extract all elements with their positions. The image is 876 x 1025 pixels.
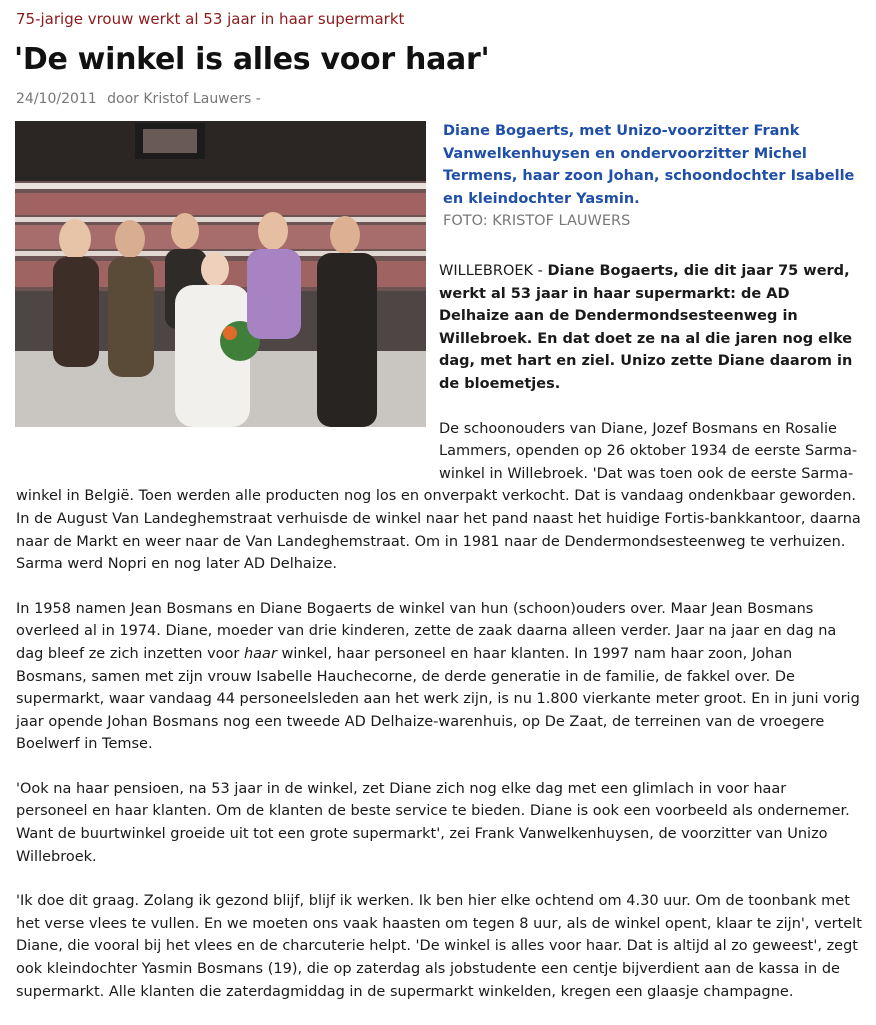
lede-place: WILLEBROEK - (439, 263, 543, 279)
article-paragraph-2 (16, 598, 862, 756)
paragraph-2-part-a: In 1958 namen Jean Bosmans en Diane Bogaerts de winkel van hun (schoon)ouders over. Maar Jean Bosmans overleed al in 1974. Diane, moeder van drie kinderen, zette de zaak daarna alleen verder. Jaar na jaar en dag na dag bleef ze zich inzetten voor (16, 600, 837, 662)
article-paragraph-1: De schoonouders van Diane, Jozef Bosmans en Rosalie Lammers, openden op 26 oktober 1934 de eerste Sarma-winkel in Willebroek. 'Dat was toen ook de eerste Sarma-winkel in België. Toen werden alle producten nog los en onverpakt verkocht. Dat is vandaag ondenkbaar geworden. In de August Van Landeghemstraat verhuisde de winkel naar het pand naast het huidige Fortis-bankkantoor, daarna naar de Markt en weer naar de Van Landeghemstraat. Om in 1981 naar de Dendermondsesteenweg te verhuizen. Sarma werd Nopri en nog later AD Delhaize. (16, 420, 861, 573)
lede-text: Diane Bogaerts, die dit jaar 75 werd, werkt al 53 jaar in haar supermarkt: de AD Delhaize aan de Dendermondsesteenweg in Willebroek. En dat doet ze na al die jaren nog elke dag, met hart en ziel. Unizo zette Diane daarom in de bloemetjes. (439, 263, 853, 392)
publish-date: 24/10/2011 (16, 91, 97, 107)
article-body (16, 260, 862, 1025)
article-kicker: 75-jarige vrouw werkt al 53 jaar in haar supermarkt (16, 10, 405, 28)
article-paragraph-3: 'Ook na haar pensioen, na 53 jaar in de winkel, zet Diane zich nog elke dag met een glimlach in voor haar personeel en haar klanten. Om de klanten de beste service te bieden. Diane is ook een voorbeeld als ondernemer. Want de buurtwinkel groeide uit tot een grote supermarkt', zei Frank Vanwelkenhuysen, de voorzitter van Unizo Willebroek. (16, 780, 850, 865)
article-headline: 'De winkel is alles voor haar' (14, 42, 490, 77)
paragraph-2-emphasis: haar (243, 645, 277, 662)
author: door Kristof Lauwers - (107, 91, 261, 107)
caption-text: Diane Bogaerts, met Unizo-voorzitter Frank Vanwelkenhuysen en ondervoorzitter Michel Termens, haar zoon Johan, schoondochter Isabelle en kleindochter Yasmin. (443, 123, 855, 207)
photo-credit: FOTO: KRISTOF LAUWERS (443, 213, 631, 229)
photo-caption (443, 120, 863, 233)
article-paragraph-4: 'Ik doe dit graag. Zolang ik gezond blijf, blijf ik werken. Ik ben hier elke ochtend om 4.30 uur. Om de toonbank met het verse vlees te vullen. En we moeten ons vaak haasten om tegen 8 uur, als de winkel opent, klaar te zijn', vertelt Diane, die vooral bij het vlees en de charcuterie helpt. 'De winkel is alles voor haar. Dat is altijd al zo geweest', zegt ook kleindochter Yasmin Bosmans (19), die op zaterdag als jobstudente een centje bijverdient aan de kassa in de supermarkt. Alle klanten die zaterdagmiddag in de supermarkt winkelden, kregen een glaasje champagne. (16, 893, 862, 1000)
paragraph-2-part-b: winkel, haar personeel en haar klanten. In 1997 nam haar zoon, Johan Bosmans, samen met zijn vrouw Isabelle Hauchecorne, de derde generatie in de familie, de fakkel over. De supermarkt, waar vandaag 44 personeelsleden aan het werk zijn, is nu 1.800 vierkante meter groot. En in juni vorig jaar opende Johan Bosmans nog een tweede AD Delhaize-warenhuis, op De Zaat, de terreinen van de vroegere Boelwerf in Temse. (16, 645, 860, 753)
byline (16, 91, 267, 107)
article-lede (16, 260, 862, 396)
